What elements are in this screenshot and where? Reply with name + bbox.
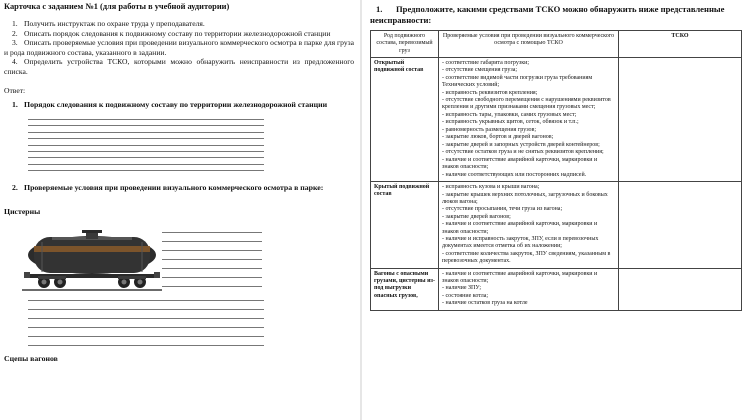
task-text: Определить устройства ТСКО, которыми можно обнаружить неисправности из предложенного списка. (4, 57, 354, 76)
task-number: 2. (12, 28, 18, 38)
condition-item: - отсутствие свободного перемещения с нарушениями реквизитов крепления и другими признаками смещения грузовых мест; (442, 97, 611, 111)
answer-line (162, 224, 262, 233)
answer-lines-tanks-short (162, 224, 262, 287)
question-text: Проверяемые условия при проведении визуального коммерческого осмотра в парке: (24, 183, 324, 193)
wagons-label: Сцепы вагонов (4, 354, 58, 364)
task-list (4, 19, 354, 77)
table-header-row (371, 31, 742, 58)
answer-line (28, 337, 264, 346)
answer-line (162, 278, 262, 287)
question-number: 2. (12, 183, 18, 193)
row-conditions (439, 268, 619, 310)
tanks-section (4, 224, 354, 354)
row-conditions (439, 57, 619, 181)
condition-item: - равномерность размещения грузов; (442, 126, 537, 133)
condition-item: - наличие и исправность закруток, ЗПУ, если в перевозочных документах имеется отметка об их наложении; (442, 236, 599, 250)
row-tsko-cell[interactable] (619, 57, 742, 181)
answer-line (28, 292, 264, 301)
task-item (4, 57, 354, 76)
condition-item: - отсутствие смещения груза; (442, 67, 518, 74)
task-number: 3. (12, 38, 18, 48)
condition-item: - соответствие количества закруток, ЗПУ сведениям, указанным в перевозочных документах. (442, 250, 611, 265)
condition-item: - наличие и соответствие аварийной карточки, маркировки и знаков опасности; (442, 156, 598, 171)
row-conditions (439, 182, 619, 269)
answer-line (28, 165, 264, 171)
table-row (371, 268, 742, 310)
condition-item: - наличие и соответствие аварийной карточки, маркировки и знаков опасности; (442, 270, 598, 284)
condition-item: - закрытие дверей и запорных устройств дверей контейнеров; (442, 141, 600, 148)
task-number: 4. (12, 57, 18, 67)
faults-table (370, 30, 742, 311)
answer-line (28, 328, 264, 337)
row-tsko-cell[interactable] (619, 182, 742, 269)
answer-lines-q1 (4, 114, 354, 172)
right-page (362, 0, 750, 420)
row-category: Открытый подвижной состав (371, 57, 439, 181)
answer-line (28, 319, 264, 328)
row-tsko-cell[interactable] (619, 268, 742, 310)
condition-item: - наличие остатков груза на котле (442, 300, 528, 307)
header-conditions: Проверяемые условия при проведении визуального коммерческого осмотра с помощью ТСКО (439, 31, 619, 58)
condition-item: - отсутствие просыпания, течи груза из вагона; (442, 206, 563, 213)
condition-item: - закрытие люков, бортов и дверей вагонов; (442, 134, 554, 141)
question-1-heading (4, 100, 354, 110)
condition-item: - закрытие крышек верхних потолочных, загрузочных и боковых люков вагона; (442, 191, 608, 205)
answer-line (162, 269, 262, 278)
condition-item: - наличие ЗПУ; (442, 285, 482, 292)
task-text: Описать порядок следования к подвижному составу по территории железнодорожной станции (24, 28, 331, 38)
table-body (371, 57, 742, 310)
condition-item: - исправность укрывных щитов, сеток, обвязок и т.п.; (442, 119, 579, 126)
tanks-label: Цистерны (4, 207, 41, 217)
condition-item: - наличие и соответствие аварийной карточки, маркировки и знаков опасности; (442, 221, 598, 235)
condition-item: - исправность тары, упаковки, самих грузовых мест; (442, 111, 577, 118)
task-number: 1. (12, 19, 18, 28)
tank-car-image (22, 228, 162, 292)
card-title: Карточка с заданием №1 (для работы в учебной аудитории) (4, 2, 230, 11)
task-text: Описать проверяемые условия при проведении визуального коммерческого осмотра в парке для груза и рода подвижного состава, указанного в задании. (4, 38, 354, 57)
task-text: Получить инструктаж по охране труда у преподавателя. (24, 19, 205, 28)
heading-text: Предположите, какими средствами ТСКО можно обнаружить ниже представленные неисправности: (370, 4, 725, 25)
answer-line (28, 301, 264, 310)
answer-line (28, 310, 264, 319)
question-text: Порядок следования к подвижному составу по территории железнодорожной станции (24, 99, 328, 109)
answer-lines-tanks-long (28, 292, 264, 346)
header-tsko: ТСКО (619, 31, 742, 58)
row-category: Крытый подвижной состав (371, 182, 439, 269)
answer-line (162, 233, 262, 242)
task-item (4, 29, 354, 39)
heading-number: 1. (376, 4, 383, 14)
answer-line (162, 242, 262, 251)
right-heading (370, 4, 746, 26)
condition-item: - соответствие видимой части погрузки груза требованиям Технических условий; (442, 74, 593, 89)
condition-item: - закрытие дверей вагонов; (442, 213, 511, 220)
condition-item: - исправность кузова и крыши вагона; (442, 184, 540, 191)
left-page (0, 0, 362, 420)
answer-line (162, 260, 262, 269)
table-row (371, 57, 742, 181)
condition-item: - отсутствие остатков груза и не снятых реквизитов крепления; (442, 149, 604, 156)
condition-item: - исправность реквизитов крепления; (442, 89, 538, 96)
answer-label: Ответ: (4, 85, 26, 95)
row-category: Вагоны с опасными грузами, цистерны из-под выгрузки опасных грузов, (371, 268, 439, 310)
condition-item: - соответствие габарита погрузки; (442, 59, 530, 66)
answer-line (162, 251, 262, 260)
task-item (4, 19, 354, 29)
question-2-heading (4, 183, 354, 193)
condition-item: - состояние котла; (442, 292, 489, 299)
task-item (4, 38, 354, 57)
table-row (371, 182, 742, 269)
question-number: 1. (12, 99, 18, 109)
header-category: Род подвижного состава, перевозимый груз (371, 31, 439, 58)
condition-item: - наличие соответствующих или посторонних надписей. (442, 171, 587, 178)
